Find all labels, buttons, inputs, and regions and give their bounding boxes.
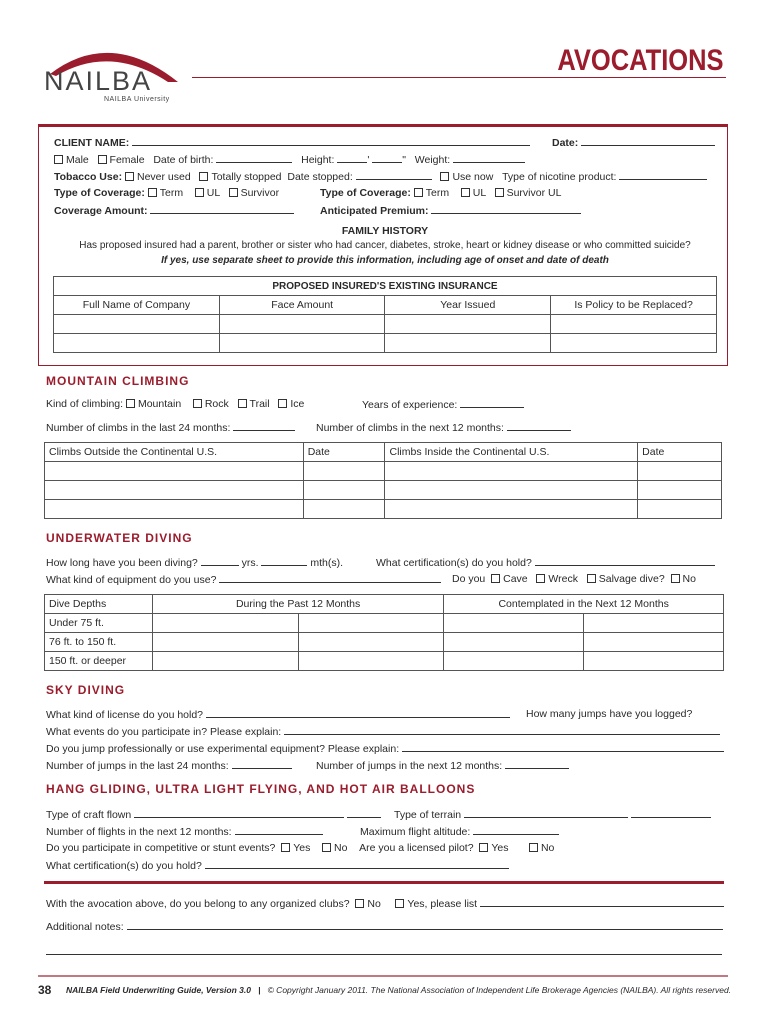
logo [40,38,190,108]
family-history-note: If yes, use separate sheet to provide this information, including age of onset and date of death [161,255,609,266]
clubs-list-field[interactable] [480,897,724,907]
table-cell[interactable] [385,481,638,500]
totally-stopped-label: Totally stopped [211,171,282,183]
table-row [45,500,722,519]
term-label-2: Term [425,187,450,199]
premium-row [320,204,581,217]
table-cell[interactable] [385,462,638,481]
tobacco-row [54,170,707,183]
term-checkbox-2[interactable] [414,188,423,197]
clubs-no-label: No [367,898,381,910]
column-header: Is Policy to be Replaced? [551,296,717,315]
copyright: © Copyright January 2011. The National Association of Independent Life Brokerage Agencies (NAILBA). All rights reserved. [267,985,732,995]
notes-row [46,920,723,933]
table-cell[interactable] [152,614,298,633]
table-cell[interactable] [219,315,385,334]
hang-cert-row [46,859,509,872]
column-header: Climbs Outside the Continental U.S. [45,443,304,462]
climbing-kind-label: Kind of climbing: [46,398,124,410]
jumps-logged-row [526,708,692,720]
tobacco-label: Tobacco Use: [54,171,123,183]
nicotine-field[interactable] [619,170,707,180]
client-name-label: CLIENT NAME: [54,137,130,149]
mountain-checkbox[interactable] [126,399,135,408]
survivor-label: Survivor [240,187,280,199]
dob-field[interactable] [216,153,292,163]
column-header: Face Amount [219,296,385,315]
guide-label: NAILBA Field Underwriting Guide, Version 3.0 [66,985,251,995]
page-number: 38 [38,983,52,997]
table-cell[interactable] [303,500,385,519]
coverage-amount-field[interactable] [150,204,294,214]
client-name-field[interactable] [132,136,530,146]
date-field[interactable] [581,136,715,146]
use-now-label: Use now [452,171,494,183]
weight-label: Weight: [414,154,451,166]
table-cell[interactable] [584,614,724,633]
jumps-last-label: Number of jumps in the last 24 months: [46,760,229,772]
premium-label: Anticipated Premium: [320,205,429,217]
column-header: Dive Depths [45,595,153,614]
years-field[interactable] [201,556,239,566]
footer-separator: | [258,985,261,995]
premium-field[interactable] [431,204,581,214]
clubs-label: With the avocation above, do you belong to any organized clubs? [46,898,350,910]
pilot-yes-label: Yes [491,842,509,854]
jumps-last-row [46,759,292,772]
flights-field[interactable] [235,825,323,835]
table-cell[interactable] [152,633,298,652]
climbs-last-row [46,421,295,434]
family-history-question: Has proposed insured had a parent, brother or sister who had cancer, diabetes, stroke, heart or kidney disease or who committed suicide? [79,240,691,251]
column-header: Full Name of Company [54,296,220,315]
nicotine-label: Type of nicotine product: [502,171,617,183]
climbs-next-field[interactable] [507,421,571,431]
title-divider [192,77,726,78]
clubs-yes-checkbox[interactable] [395,899,404,908]
female-label: Female [109,154,145,166]
column-header: Date [638,443,722,462]
coverage-type-row-left [54,187,279,199]
pilot-no-checkbox[interactable] [529,843,538,852]
craft-field-2[interactable] [347,808,381,818]
diving-cert-field[interactable] [535,556,715,566]
equipment-row [46,573,441,586]
hang-section-title: HANG GLIDING, ULTRA LIGHT FLYING, AND HOT AIR BALLOONS [46,782,476,796]
female-checkbox[interactable] [98,155,107,164]
table-row [45,614,724,633]
footer-text [66,985,731,995]
table-cell[interactable] [298,633,444,652]
table-row [45,652,724,671]
table-cell[interactable] [638,481,722,500]
professional-row [46,742,724,755]
client-name-row [54,136,530,149]
term-checkbox[interactable] [148,188,157,197]
competitive-yes-label: Yes [293,842,311,854]
table-cell[interactable] [638,500,722,519]
jumps-next-row [316,759,569,772]
clubs-no-checkbox[interactable] [355,899,364,908]
table-row [45,481,722,500]
table-cell[interactable] [385,334,551,353]
table-row [45,462,722,481]
table-cell[interactable] [303,481,385,500]
salvage-checkbox[interactable] [587,574,596,583]
never-used-label: Never used [137,171,191,183]
table-cell[interactable] [54,334,220,353]
page-title: AVOCATIONS [557,44,724,77]
hang-cert-field[interactable] [205,859,509,869]
jumps-next-label: Number of jumps in the next 12 months: [316,760,503,772]
wreck-checkbox[interactable] [536,574,545,583]
logo-text: NAILBA [44,66,153,96]
table-cell[interactable] [551,315,717,334]
years-experience-field[interactable] [460,398,524,408]
altitude-field[interactable] [473,825,559,835]
footer-divider [38,975,728,977]
coverage-amount-label: Coverage Amount: [54,205,148,217]
sex-dob-row [54,153,525,166]
pilot-label: Are you a licensed pilot? [359,842,474,854]
dive-type-row [452,573,696,585]
survivor-checkbox[interactable] [229,188,238,197]
license-row [46,708,510,721]
terrain-field[interactable] [464,808,628,818]
flights-row [46,825,323,838]
existing-insurance-title: PROPOSED INSURED'S EXISTING INSURANCE [54,277,717,296]
table-cell[interactable] [298,652,444,671]
hang-cert-label: What certification(s) do you hold? [46,860,202,872]
table-row [54,296,717,315]
trail-label: Trail [249,398,270,410]
feet-mark: ' [367,154,370,166]
clubs-yes-label: Yes, please list [407,898,478,910]
clubs-row [46,897,724,910]
license-label: What kind of license do you hold? [46,709,204,721]
do-you-label: Do you [452,573,486,585]
table-cell[interactable] [152,652,298,671]
logo-subtext: NAILBA University [104,96,170,103]
ul-label: UL [206,187,220,199]
table-cell[interactable] [45,481,304,500]
depth-label: 150 ft. or deeper [45,652,153,671]
table-cell[interactable] [303,462,385,481]
years-experience-label: Years of experience: [362,399,458,411]
terrain-label: Type of terrain [394,809,462,821]
climbs-next-label: Number of climbs in the next 12 months: [316,422,504,434]
date-label: Date: [552,137,579,149]
column-header: Climbs Inside the Continental U.S. [385,443,638,462]
table-row [45,595,724,614]
no-dive-label: No [682,573,696,585]
table-cell[interactable] [444,614,584,633]
table-row [45,443,722,462]
wreck-label: Wreck [548,573,578,585]
craft-row [46,808,381,821]
salvage-label: Salvage dive? [598,573,665,585]
male-checkbox[interactable] [54,155,63,164]
how-long-label: How long have you been diving? [46,557,198,569]
pilot-yes-checkbox[interactable] [479,843,488,852]
depth-label: Under 75 ft. [45,614,153,633]
notes-field[interactable] [127,920,723,930]
pilot-no-label: No [540,842,555,854]
competitive-yes-checkbox[interactable] [281,843,290,852]
climbs-last-field[interactable] [233,421,295,431]
dob-label: Date of birth: [153,154,214,166]
totally-stopped-checkbox[interactable] [199,172,208,181]
equipment-field[interactable] [219,573,441,583]
competitive-no-label: No [334,842,348,854]
date-stopped-label: Date stopped: [287,171,353,183]
never-used-checkbox[interactable] [125,172,134,181]
height-label: Height: [301,154,335,166]
existing-insurance-table [53,276,717,353]
table-cell[interactable] [385,500,638,519]
column-header: Year Issued [385,296,551,315]
ul-checkbox[interactable] [195,188,204,197]
diving-cert-label: What certification(s) do you hold? [376,557,532,569]
table-cell[interactable] [298,614,444,633]
table-cell[interactable] [45,462,304,481]
climbs-next-row [316,421,571,434]
climbs-table [44,442,722,519]
notes-field-2[interactable] [46,954,722,955]
how-long-row [46,556,343,569]
date-stopped-field[interactable] [356,170,432,180]
use-now-checkbox[interactable] [440,172,449,181]
table-cell[interactable] [584,652,724,671]
altitude-label: Maximum flight altitude: [360,826,471,838]
table-cell[interactable] [444,652,584,671]
events-field[interactable] [284,725,720,735]
ice-label: Ice [290,398,305,410]
table-cell[interactable] [219,334,385,353]
section-divider [44,881,724,884]
rock-label: Rock [204,398,229,410]
no-dive-checkbox[interactable] [671,574,680,583]
craft-field[interactable] [134,808,344,818]
dive-depths-table [44,594,724,671]
jumps-logged-label: How many jumps have you logged? [526,708,693,720]
table-cell[interactable] [45,500,304,519]
survivor-ul-checkbox[interactable] [495,188,504,197]
coverage-amount-row [54,204,294,217]
terrain-row [394,808,711,821]
table-row [45,633,724,652]
diving-section-title: UNDERWATER DIVING [46,531,193,545]
years-experience-row [362,398,524,411]
professional-label: Do you jump professionally or use experimental equipment? Please explain: [46,743,400,755]
date-row [552,136,715,149]
table-cell[interactable] [444,633,584,652]
jumps-next-field[interactable] [505,759,569,769]
altitude-row [360,825,559,838]
mountain-section-title: MOUNTAIN CLIMBING [46,374,190,388]
table-row [54,315,717,334]
license-field[interactable] [206,708,510,718]
events-row [46,725,720,738]
trail-checkbox[interactable] [238,399,247,408]
coverage-type-row-right [320,187,561,199]
term-label: Term [159,187,184,199]
yrs-label: yrs. [241,557,259,569]
ice-checkbox[interactable] [278,399,287,408]
rock-checkbox[interactable] [193,399,202,408]
ul-label-2: UL [472,187,486,199]
equipment-label: What kind of equipment do you use? [46,574,217,586]
depth-label: 76 ft. to 150 ft. [45,633,153,652]
weight-field[interactable] [453,153,525,163]
cave-label: Cave [503,573,528,585]
events-label: What events do you participate in? Please explain: [46,726,282,738]
table-cell[interactable] [385,315,551,334]
height-inches-field[interactable] [372,153,402,163]
notes-label: Additional notes: [46,921,124,933]
column-header: During the Past 12 Months [152,595,443,614]
column-header: Contemplated in the Next 12 Months [444,595,724,614]
table-cell[interactable] [551,334,717,353]
flights-label: Number of flights in the next 12 months: [46,826,232,838]
jumps-last-field[interactable] [232,759,292,769]
coverage-type-label: Type of Coverage: [54,187,145,199]
competitive-no-checkbox[interactable] [322,843,331,852]
survivor-ul-label: Survivor UL [506,187,562,199]
months-field[interactable] [261,556,307,566]
height-feet-field[interactable] [337,153,367,163]
male-label: Male [66,154,89,166]
climbs-last-label: Number of climbs in the last 24 months: [46,422,231,434]
mths-label: mth(s). [310,557,344,569]
table-cell[interactable] [54,315,220,334]
family-history-title: FAMILY HISTORY [341,225,429,237]
competitive-label: Do you participate in competitive or stunt events? [46,842,276,854]
craft-label: Type of craft flown [46,809,132,821]
diving-cert-row [376,556,715,569]
coverage-type-label-2: Type of Coverage: [320,187,411,199]
table-cell[interactable] [638,462,722,481]
mountain-label: Mountain [137,398,182,410]
sky-section-title: SKY DIVING [46,683,126,697]
professional-field[interactable] [402,742,724,752]
table-cell[interactable] [584,633,724,652]
column-header: Date [303,443,385,462]
climbing-kind-row [46,398,304,410]
table-row [54,334,717,353]
terrain-field-2[interactable] [631,808,711,818]
cave-checkbox[interactable] [491,574,500,583]
inch-mark: " [402,154,406,166]
ul-checkbox-2[interactable] [461,188,470,197]
competitive-row [46,842,554,854]
